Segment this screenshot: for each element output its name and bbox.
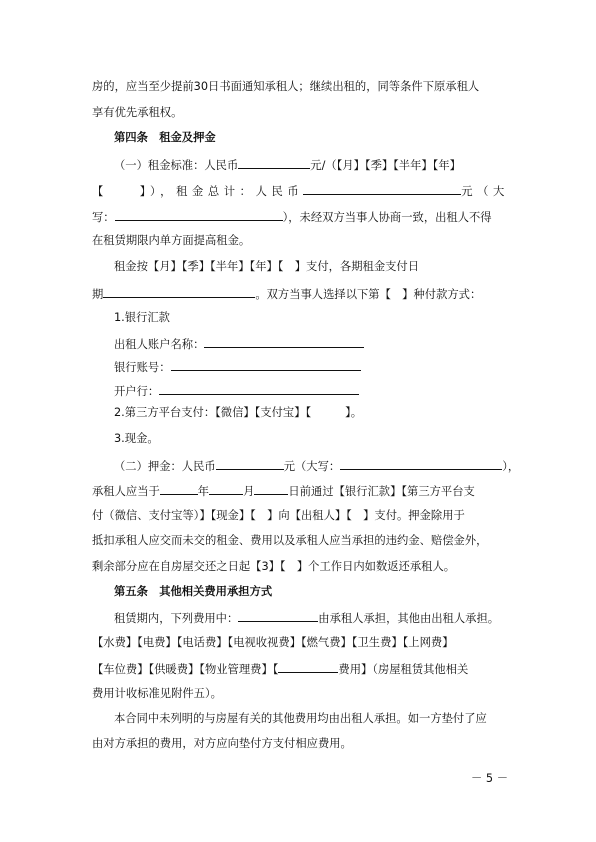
text-line: 由对方承担的费用，对方应向垫付方支付相应费用。 — [92, 737, 352, 750]
section-heading-article-5: 第五条 其他相关费用承担方式 — [114, 585, 273, 598]
text-line: 开户行： — [114, 383, 359, 399]
text-line: 在租赁期限内单方面提高租金。 — [92, 234, 251, 247]
text-line: 【 】），租金总计：人民币 元（大 — [92, 185, 509, 198]
text-line: 享有优先承租权。 — [92, 106, 183, 119]
text-line: 期 。双方当事人选择以下第【 】种付款方式： — [92, 288, 482, 301]
text-line: 3.现金。 — [114, 432, 159, 445]
text-line: 房的，应当至少提前30日书面通知承租人；继续出租的，同等条件下原承租人 — [92, 80, 480, 93]
text-line: 写： ），未经双方当事人协商一致，出租人不得 — [92, 211, 492, 224]
text-line: 出租人账户名称： — [114, 336, 364, 352]
text-line: 【车位费】【供暖费】【物业管理费】【 费用】（房屋租赁其他相关 — [92, 663, 469, 676]
text-line: （二）押金：人民币 元（大写： ）， — [114, 460, 520, 473]
text-line: （一）租金标准：人民币 元/（【月】【季】【半年】【年】 — [114, 159, 461, 172]
blank-field — [204, 336, 364, 348]
blank-field — [303, 183, 461, 195]
section-heading-article-4: 第四条 租金及押金 — [114, 131, 216, 144]
text-line: 租金按【月】【季】【半年】【年】【 】支付，各期租金支付日 — [114, 260, 420, 273]
text-line: 付（微信、支付宝等）】【现金】【 】向【出租人】【 】支付。押金除用于 — [92, 509, 465, 522]
page-number: － 5 － — [471, 772, 508, 785]
text-line: 抵扣承租人应交而未交的租金、费用以及承租人应当承担的违约金、赔偿金外， — [92, 534, 488, 547]
text-line: 承租人应当于 年 月 日前通过【银行汇款】【第三方平台支 — [92, 485, 475, 498]
text-line: 本合同中未列明的与房屋有关的其他费用均由出租人承担。如一方垫付了应 — [114, 712, 487, 725]
text-line: 剩余部分应在自房屋交还之日起【3】【 】个工作日内如数返还承租人。 — [92, 560, 456, 573]
text-line: 银行账号： — [114, 359, 361, 375]
text-line: 2.第三方平台支付：【微信】【支付宝】【 】。 — [114, 406, 363, 419]
blank-field — [171, 359, 361, 371]
blank-field — [340, 458, 502, 470]
text-line: 【水费】【电费】【电话费】【电视收视费】【燃气费】【卫生费】【上网费】 — [92, 636, 454, 649]
blank-field — [115, 209, 283, 221]
blank-field — [254, 483, 288, 495]
blank-field — [216, 458, 284, 470]
blank-field — [278, 661, 338, 673]
text-line: 1.银行汇款 — [114, 311, 170, 324]
blank-field — [238, 157, 310, 169]
blank-field — [238, 610, 318, 622]
blank-field — [159, 383, 359, 395]
blank-field — [103, 286, 255, 298]
text-line: 费用计收标准见附件五）。 — [92, 687, 222, 700]
text-line: 租赁期内，下列费用中： 由承租人承担，其他由出租人承担。 — [114, 612, 500, 625]
blank-field — [209, 483, 243, 495]
blank-field — [160, 483, 198, 495]
